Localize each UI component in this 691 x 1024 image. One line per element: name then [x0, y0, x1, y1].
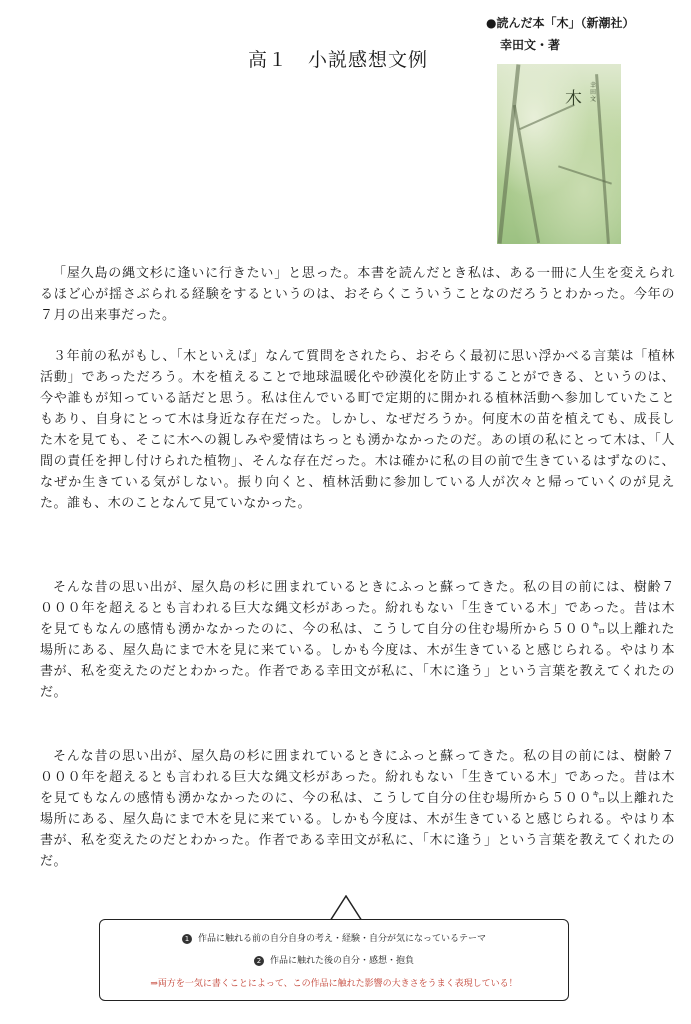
- cover-author: 幸田文: [590, 82, 597, 103]
- page-title: 高１ 小説感想文例: [248, 49, 429, 71]
- annotation-item-2: [100, 953, 568, 966]
- essay-paragraph-1: 「屋久島の縄文杉に逢いに行きたい」と思った。本書を読んだとき私は、ある一冊に人生を変えられるほど心が揺さぶられる経験をするというのは、おそらくこういうことなのだろうとわかった。今年の７月の出来事だった。: [40, 266, 675, 323]
- number-badge-2: 2: [254, 956, 264, 966]
- annotation-item-1: [100, 931, 568, 944]
- annotation-item-2-text: 作品に触れた後の自分・感想・抱負: [269, 956, 414, 966]
- number-badge-1: 1: [182, 934, 192, 944]
- book-title-line: ●読んだ本「木」（新潮社）: [486, 16, 635, 30]
- book-author-line: 幸田文・著: [500, 38, 561, 52]
- tree-trunk-shape: [498, 64, 521, 243]
- cover-title: 木: [565, 89, 582, 109]
- annotation-conclusion: ⇒両方を一気に書くことによって、この作品に触れた影響の大きさをうまく表現している！: [150, 979, 518, 989]
- book-cover-image: [497, 64, 621, 244]
- annotation-item-1-text: 作品に触れる前の自分自身の考え・経験・自分が気になっているテーマ: [197, 934, 486, 944]
- essay-paragraph-4: そんな昔の思い出が、屋久島の杉に囲まれているときにふっと蘇ってきた。私の目の前には、樹齢７０００年を超えるとも言われる巨大な縄文杉があった。紛れもない「生きている木」であった。昔は木を見てもなんの感情も湧かなかったのに、今の私は、こうして自分の住む場所から５００㌔以上離れた場所にある、屋久島にまで木を見に来ている。しかも今度は、木が生きていると感じられる。やはり本書が、私を変えたのだとわかった。作者である幸田文が私に、「木に逢う」という言葉を教えてくれたのだ。: [40, 749, 675, 869]
- callout-pointer: [329, 895, 363, 922]
- book-info: [486, 12, 634, 56]
- essay-paragraph-2: ３年前の私がもし、「木といえば」なんて質問をされたら、おそらく最初に思い浮かべる言葉は「植林活動」であっただろう。木を植えることで地球温暖化や砂漠化を防止することができる、というのは、今や誰もが知っている話だと思う。私は住んでいる町で定期的に開かれる植林活動へ参加していたこともあり、自身にとって木は身近な存在だった。しかし、なぜだろうか。何度木の苗を植えても、成長した木を見ても、そこに木への親しみや愛情はちっとも湧かなかったのだ。あの頃の私にとって木は、「人間の責任を押し付けられた植物」、そんな存在だった。木は確かに私の目の前で生きているはずなのに、なぜか生きている気がしない。振り向くと、植林活動に参加している人が次々と帰っていくのが見えた。誰も、木のことなんて見ていなかった。: [40, 349, 675, 511]
- essay-paragraph-3: そんな昔の思い出が、屋久島の杉に囲まれているときにふっと蘇ってきた。私の目の前には、樹齢７０００年を超えるとも言われる巨大な縄文杉があった。紛れもない「生きている木」であった。昔は木を見てもなんの感情も湧かなかったのに、今の私は、こうして自分の住む場所から５００㌔以上離れた場所にある、屋久島にまで木を見に来ている。しかも今度は、木が生きていると感じられる。やはり本書が、私を変えたのだとわかった。作者である幸田文が私に、「木に逢う」という言葉を教えてくれたのだ。: [40, 580, 675, 700]
- annotation-box: [99, 919, 569, 1001]
